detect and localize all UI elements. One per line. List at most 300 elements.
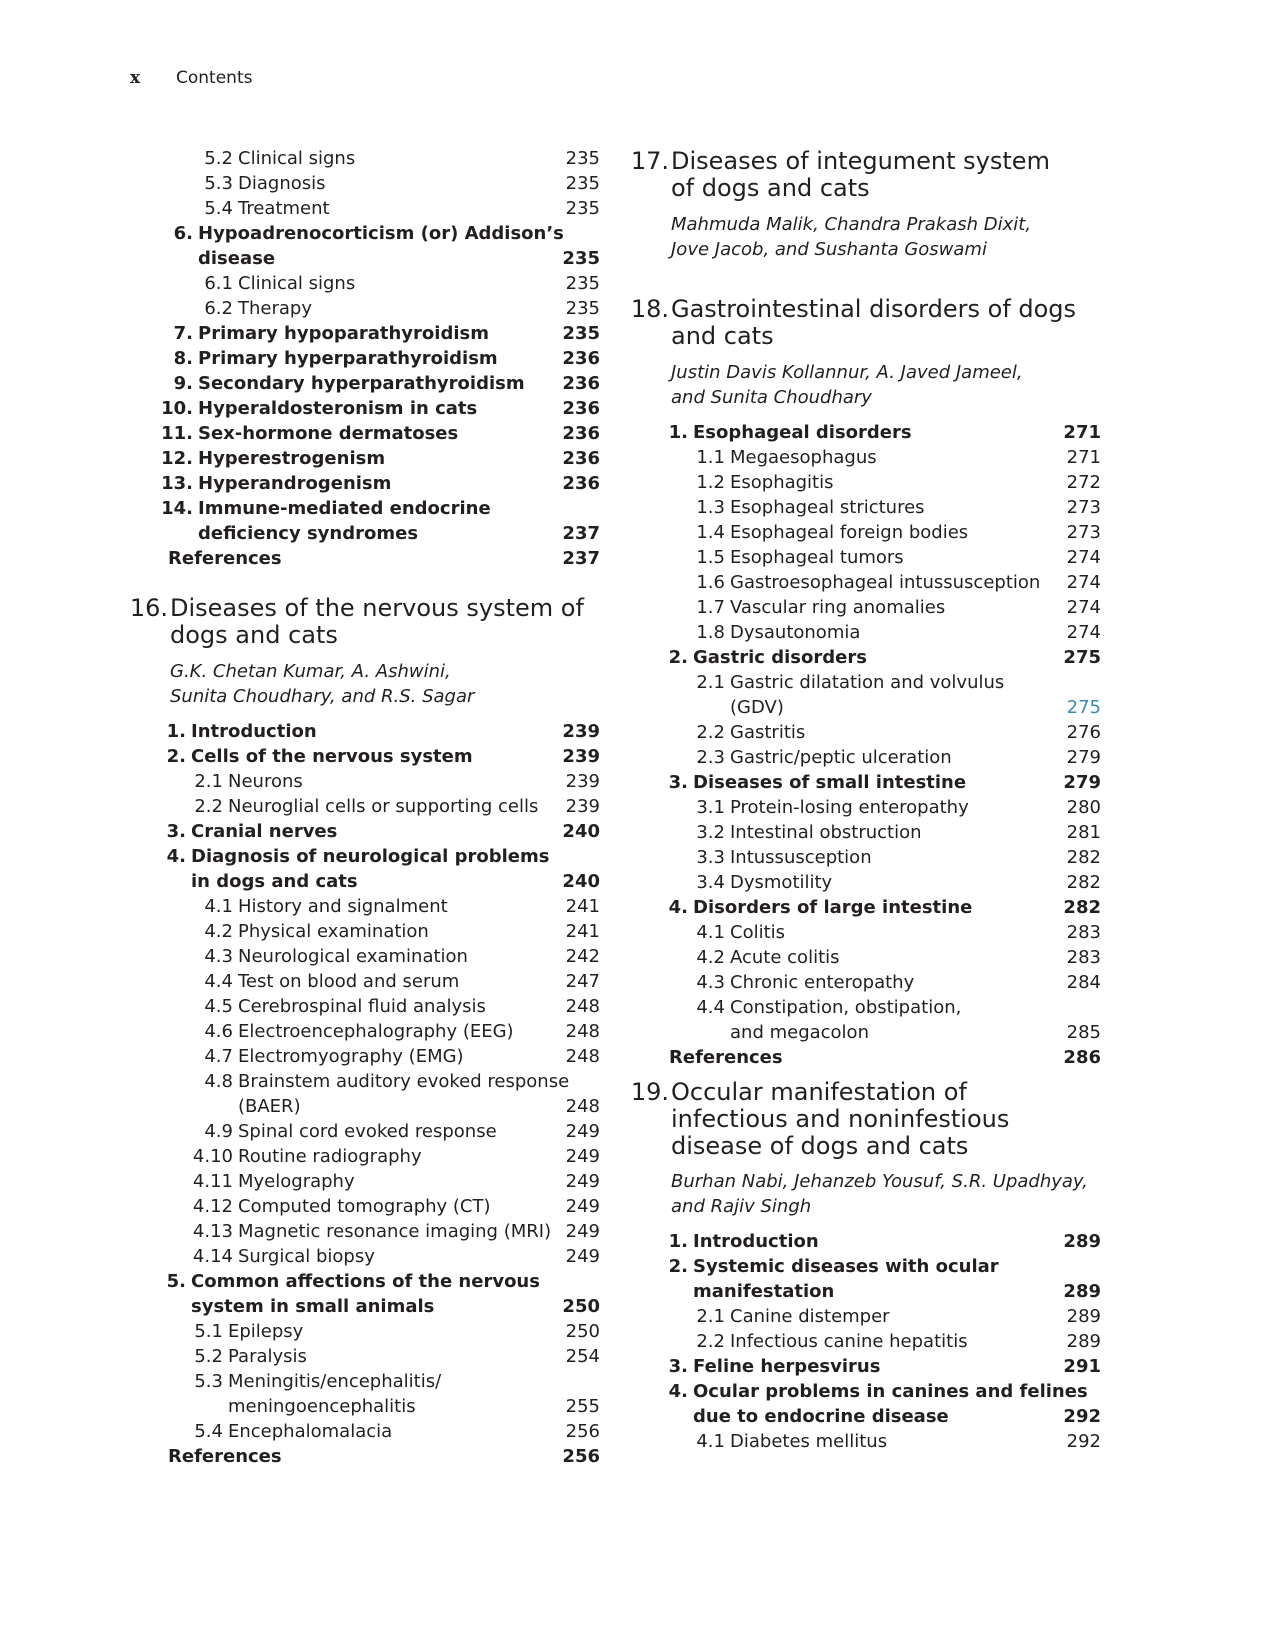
toc-entry-title: (BAER) [238,1096,301,1117]
toc-entry-number: 1.5 [696,547,725,568]
toc-page-number: 248 [565,1021,600,1042]
toc-entry-number: 5.1 [194,1321,223,1342]
toc-page-number: 274 [1066,597,1101,618]
toc-entry-number: 4.6 [204,1021,233,1042]
toc-entry-number: 5.2 [204,148,233,169]
toc-entry[interactable] [500,720,1140,745]
toc-entry-number: 8. [173,348,193,369]
toc-entry-number: 4.10 [192,1146,233,1167]
toc-entry[interactable] [500,520,1140,545]
toc-entry-title: Treatment [238,198,330,219]
toc-page-number: 271 [1063,422,1101,443]
toc-entry-number: 2.1 [696,672,725,693]
toc-entry[interactable] [500,1279,1140,1304]
chapter-title-line: and cats [671,322,774,350]
toc-entry-title: Test on blood and serum [238,971,460,992]
toc-page-number: 289 [1063,1281,1101,1302]
toc-entry[interactable] [500,1229,1140,1254]
toc-entry[interactable] [0,396,640,421]
toc-entry-number: 2.2 [696,722,725,743]
toc-entry-title: meningoencephalitis [228,1396,416,1417]
toc-entry-title: Esophageal tumors [730,547,904,568]
toc-entry-number: 2.1 [194,771,223,792]
toc-entry-number: 4.3 [204,946,233,967]
toc-entry-number: 5.3 [204,173,233,194]
toc-entry[interactable] [500,620,1140,645]
toc-entry-title: manifestation [693,1281,835,1302]
toc-entry-number: 4.1 [696,1431,725,1452]
toc-entry-number: 4.4 [696,997,725,1018]
toc-entry-number: 3. [166,821,186,842]
toc-entry-title: Introduction [191,721,317,742]
toc-entry-title: and megacolon [730,1022,869,1043]
toc-page-number: 239 [562,721,600,742]
toc-entry-title: Chronic enteropathy [730,972,915,993]
toc-entry-title: Therapy [238,298,312,319]
toc-entry[interactable] [500,645,1140,670]
toc-entry-title: in dogs and cats [191,871,358,892]
toc-entry[interactable] [0,1094,640,1119]
toc-entry[interactable] [500,1304,1140,1329]
chapter-number: 17. [630,147,669,175]
toc-entry[interactable] [0,371,640,396]
toc-entry-title: Electromyography (EMG) [238,1046,464,1067]
toc-entry-title: Esophageal disorders [693,422,912,443]
toc-entry-title: Common affections of the nervous [191,1271,540,1292]
toc-entry-number: 2. [166,746,186,767]
toc-entry-number: 3.4 [696,872,725,893]
toc-entry-number: 12. [161,448,193,469]
toc-entry-title: Computed tomography (CT) [238,1196,491,1217]
toc-entry-title: Brainstem auditory evoked response [238,1071,570,1092]
toc-entry-number: 5.4 [194,1421,223,1442]
toc-page-number: 285 [1066,1022,1101,1043]
chapter-17-heading [627,148,1147,202]
toc-page-number: 276 [1066,722,1101,743]
toc-page-number: 256 [565,1421,600,1442]
toc-entry-number: 13. [161,473,193,494]
toc-entry-title: Gastric disorders [693,647,867,668]
toc-entry-title: Disorders of large intestine [693,897,973,918]
toc-entry-title: Cells of the nervous system [191,746,473,767]
toc-entry-number: 1. [166,721,186,742]
toc-entry-title: Canine distemper [730,1306,890,1327]
toc-entry-title: (GDV) [730,697,784,718]
toc-entry-number: 4.4 [204,971,233,992]
toc-page-number: 280 [1066,797,1101,818]
chapter-number: 19. [630,1078,669,1106]
chapter-18-heading [627,296,1147,350]
toc-page-number: 240 [562,821,600,842]
toc-page-number: 237 [562,548,600,569]
toc-entry-title: Primary hypoparathyroidism [198,323,489,344]
toc-entry-title: Spinal cord evoked response [238,1121,497,1142]
toc-entry-title: Infectious canine hepatitis [730,1331,968,1352]
toc-entry-title: system in small animals [191,1296,435,1317]
toc-page-number: 286 [1063,1047,1101,1068]
toc-page-number: 255 [565,1396,600,1417]
toc-page-number: 240 [562,871,600,892]
toc-entry[interactable] [500,570,1140,595]
toc-page-number: 236 [562,473,600,494]
toc-page-number: 235 [565,298,600,319]
toc-entry[interactable] [0,1169,640,1194]
chapter-title-line: Diseases of integument system [671,147,1050,175]
toc-entry-title: Sex-hormone dermatoses [198,423,459,444]
toc-entry-number: 6. [173,223,193,244]
author-line: Mahmuda Malik, Chandra Prakash Dixit, [671,214,1032,235]
toc-entry[interactable] [0,346,640,371]
toc-page-number: 250 [565,1321,600,1342]
toc-chapter-19 [500,1229,1140,1454]
toc-page-number: 274 [1066,622,1101,643]
chapter-title-line: infectious and noninfestious [671,1105,1010,1133]
toc-page-number: 249 [565,1146,600,1167]
toc-entry-title: Diabetes mellitus [730,1431,888,1452]
chapter-number: 18. [630,295,669,323]
toc-entry-number: 3.2 [696,822,725,843]
toc-entry-number: 2.1 [696,1306,725,1327]
author-line: Justin Davis Kollannur, A. Javed Jameel, [671,362,1023,383]
toc-entry-number: 4.13 [192,1221,233,1242]
author-line: Sunita Choudhary, and R.S. Sagar [170,686,475,707]
toc-entry-title: Immune-mediated endocrine [198,498,491,519]
toc-entry-title: Cranial nerves [191,821,338,842]
toc-page-number: 273 [1066,497,1101,518]
toc-entry-title: Neuroglial cells or supporting cells [228,796,539,817]
toc-entry-title: Routine radiography [238,1146,422,1167]
toc-entry-number: 5.4 [204,198,233,219]
toc-entry[interactable] [500,1020,1140,1045]
toc-entry-title: Feline herpesvirus [693,1356,881,1377]
toc-entry-number: 4.14 [192,1246,233,1267]
toc-page-number: 242 [565,946,600,967]
toc-entry[interactable] [500,995,1140,1020]
toc-page-number: 239 [562,746,600,767]
toc-entry-title: Epilepsy [228,1321,304,1342]
toc-page-number: 235 [562,323,600,344]
toc-entry-title: Constipation, obstipation, [730,997,962,1018]
author-line: Jove Jacob, and Sushanta Goswami [671,239,987,260]
toc-page-number: 236 [562,398,600,419]
toc-entry[interactable] [500,745,1140,770]
toc-entry-number: 1. [668,1231,688,1252]
toc-entry-number: 3. [668,1356,688,1377]
toc-entry-title: Introduction [693,1231,819,1252]
toc-page-number: 249 [565,1121,600,1142]
toc-entry-number: 2. [668,647,688,668]
toc-entry-number: 4.12 [192,1196,233,1217]
toc-entry-number: 3.3 [696,847,725,868]
toc-entry-number: 9. [173,373,193,394]
running-title: Contents [176,68,253,88]
chapter-number: 16. [129,594,168,622]
toc-entry[interactable] [0,1069,640,1094]
toc-entry-title: Secondary hyperparathyroidism [198,373,525,394]
toc-entry[interactable] [500,495,1140,520]
toc-entry-number: 4.5 [204,996,233,1017]
toc-entry[interactable] [500,420,1140,445]
toc-references[interactable] [500,1045,1140,1070]
chapter-19-authors [671,1169,1131,1219]
toc-entry-title: Acute colitis [730,947,840,968]
toc-entry[interactable] [0,246,640,271]
chapter-17-authors [671,212,1131,262]
toc-page-number: 273 [1066,522,1101,543]
chapter-18-authors [671,360,1131,410]
toc-entry-number: 4.11 [192,1171,233,1192]
toc-entry[interactable] [500,770,1140,795]
toc-entry-title: Neurological examination [238,946,468,967]
toc-entry-title: Esophageal strictures [730,497,925,518]
toc-entry-title: Gastroesophageal intussusception [730,572,1041,593]
chapter-title-line: of dogs and cats [671,174,870,202]
toc-entry-number: 4.1 [204,896,233,917]
page-number: x [130,68,141,88]
toc-entry[interactable] [0,196,640,221]
toc-entry-title: Diseases of small intestine [693,772,967,793]
toc-chapter-18 [500,420,1140,1070]
toc-entry-number: 1.8 [696,622,725,643]
toc-entry-title: Meningitis/encephalitis/ [228,1371,442,1392]
toc-entry[interactable] [500,1329,1140,1354]
toc-entry-title: Intestinal obstruction [730,822,922,843]
toc-page-number: 279 [1066,747,1101,768]
toc-entry[interactable] [500,795,1140,820]
toc-entry-number: 10. [161,398,193,419]
toc-entry[interactable] [500,470,1140,495]
toc-page-number: 292 [1066,1431,1101,1452]
toc-entry-number: 5.2 [194,1346,223,1367]
toc-entry-title: Magnetic resonance imaging (MRI) [238,1221,552,1242]
toc-page-number: 282 [1063,897,1101,918]
toc-entry[interactable] [500,945,1140,970]
toc-page-number: 275 [1063,647,1101,668]
toc-page-number: 256 [562,1446,600,1467]
toc-entry-title: Diagnosis [238,173,326,194]
toc-entry-title: Dysautonomia [730,622,861,643]
toc-entry-title: Dysmotility [730,872,833,893]
toc-entry-title: Primary hyperparathyroidism [198,348,498,369]
toc-entry-number: 3. [668,772,688,793]
toc-entry[interactable] [500,595,1140,620]
toc-entry-title: Myelography [238,1171,355,1192]
toc-page-number: 289 [1063,1231,1101,1252]
toc-entry-title: Hyperandrogenism [198,473,392,494]
toc-entry-number: 3.1 [696,797,725,818]
toc-entry-number: 1. [668,422,688,443]
toc-entry[interactable] [500,1379,1140,1404]
toc-entry-title: disease [198,248,276,269]
toc-entry-title: Diagnosis of neurological problems [191,846,550,867]
toc-entry-number: 4. [668,1381,688,1402]
toc-page-number: 236 [562,348,600,369]
toc-page-number: 235 [565,198,600,219]
toc-entry-title: Colitis [730,922,786,943]
toc-page-number: 282 [1066,847,1101,868]
toc-entry[interactable] [500,845,1140,870]
toc-entry[interactable] [0,321,640,346]
toc-entry-title: Megaesophagus [730,447,877,468]
toc-entry-number: 4.2 [696,947,725,968]
toc-page-number: 235 [565,173,600,194]
toc-entry-title: Gastritis [730,722,806,743]
toc-page-number: 247 [565,971,600,992]
toc-entry[interactable] [500,445,1140,470]
toc-entry-title: Neurons [228,771,303,792]
toc-page-number: 281 [1066,822,1101,843]
toc-entry-number: 7. [173,323,193,344]
toc-entry-number: 2. [668,1256,688,1277]
chapter-title-line: disease of dogs and cats [671,1132,969,1160]
toc-entry[interactable] [500,820,1140,845]
toc-entry[interactable] [0,171,640,196]
toc-entry-title: References [168,1446,282,1467]
chapter-title-line: Diseases of the nervous system of [170,594,584,622]
toc-page-number: 239 [565,771,600,792]
toc-entry-title: Hypoadrenocorticism (or) Addison’s [198,223,564,244]
toc-entry[interactable] [500,695,1140,720]
toc-page-number: 279 [1063,772,1101,793]
toc-entry-title: Intussusception [730,847,872,868]
toc-entry-title: Systemic diseases with ocular [693,1256,999,1277]
toc-entry-title: Gastric/peptic ulceration [730,747,952,768]
toc-page-number: 249 [565,1221,600,1242]
toc-page-number: 274 [1066,572,1101,593]
toc-entry-title: Gastric dilatation and volvulus [730,672,1005,693]
toc-page-number: 291 [1063,1356,1101,1377]
toc-entry-number: 2.3 [696,747,725,768]
toc-entry-number: 4. [166,846,186,867]
toc-entry-number: 4.9 [204,1121,233,1142]
toc-entry-title: Protein-losing enteropathy [730,797,969,818]
toc-page-number: 249 [565,1196,600,1217]
toc-entry-title: Esophagitis [730,472,834,493]
toc-entry-title: Physical examination [238,921,429,942]
toc-page-number: 254 [565,1346,600,1367]
toc-entry[interactable] [0,1144,640,1169]
toc-entry-number: 1.7 [696,597,725,618]
toc-entry[interactable] [500,920,1140,945]
toc-entry[interactable] [0,221,640,246]
toc-entry-title: Surgical biopsy [238,1246,375,1267]
toc-page-number: 236 [562,423,600,444]
toc-entry[interactable] [500,1429,1140,1454]
author-line: G.K. Chetan Kumar, A. Ashwini, [170,661,451,682]
toc-entry-number: 2.2 [194,796,223,817]
toc-page-number: 236 [562,373,600,394]
toc-entry[interactable] [500,1354,1140,1379]
toc-entry-number: 4.7 [204,1046,233,1067]
toc-entry-title: References [168,548,282,569]
chapter-title-line: dogs and cats [170,621,338,649]
toc-entry[interactable] [500,870,1140,895]
toc-entry-number: 1.3 [696,497,725,518]
toc-entry[interactable] [0,271,640,296]
toc-page-number: 235 [565,273,600,294]
toc-entry-title: History and signalment [238,896,448,917]
toc-entry-title: Ocular problems in canines and felines [693,1381,1088,1402]
toc-entry-title: Paralysis [228,1346,307,1367]
toc-entry[interactable] [500,895,1140,920]
toc-entry[interactable] [500,970,1140,995]
toc-page-number: 235 [562,248,600,269]
toc-entry-number: 1.4 [696,522,725,543]
running-header [130,68,253,88]
toc-entry[interactable] [500,670,1140,695]
toc-entry-number: 1.2 [696,472,725,493]
toc-entry-number: 5.3 [194,1371,223,1392]
chapter-19-heading [627,1079,1147,1160]
toc-entry-title: Clinical signs [238,148,356,169]
toc-entry-number: 4. [668,897,688,918]
toc-page-number: 282 [1066,872,1101,893]
toc-entry-number: 14. [161,498,193,519]
toc-entry[interactable] [0,296,640,321]
author-line: Burhan Nabi, Jehanzeb Yousuf, S.R. Upadhyay, [671,1171,1088,1192]
toc-entry-title: Encephalomalacia [228,1421,393,1442]
toc-entry[interactable] [500,1254,1140,1279]
toc-entry[interactable] [500,1404,1140,1429]
toc-page-number: 284 [1066,972,1101,993]
toc-page-number: 236 [562,448,600,469]
author-line: and Rajiv Singh [671,1196,812,1217]
toc-page-number: 292 [1063,1406,1101,1427]
toc-page-number: 248 [565,1096,600,1117]
toc-entry-title: References [669,1047,783,1068]
toc-entry-title: Cerebrospinal fluid analysis [238,996,486,1017]
toc-entry-number: 5. [166,1271,186,1292]
toc-entry-number: 6.2 [204,298,233,319]
toc-page-number: 289 [1066,1331,1101,1352]
toc-page-number: 235 [565,148,600,169]
toc-page-number: 283 [1066,922,1101,943]
toc-entry-number: 11. [161,423,193,444]
toc-page-number: 249 [565,1171,600,1192]
toc-page-number: 271 [1066,447,1101,468]
toc-entry[interactable] [0,1194,640,1219]
toc-entry-title: Hyperaldosteronism in cats [198,398,478,419]
toc-page-number: 248 [565,996,600,1017]
toc-entry[interactable] [0,1119,640,1144]
toc-entry[interactable] [500,545,1140,570]
toc-entry-number: 4.1 [696,922,725,943]
toc-entry-number: 4.2 [204,921,233,942]
toc-page-number: 250 [562,1296,600,1317]
toc-page-number: 272 [1066,472,1101,493]
toc-page-number: 274 [1066,547,1101,568]
toc-page-number: 241 [565,896,600,917]
toc-page-number: 289 [1066,1306,1101,1327]
author-line: and Sunita Choudhary [671,387,872,408]
toc-page-number: 249 [565,1246,600,1267]
toc-page-number: 237 [562,523,600,544]
toc-entry-number: 4.3 [696,972,725,993]
toc-entry-number: 2.2 [696,1331,725,1352]
toc-entry-title: due to endocrine disease [693,1406,949,1427]
toc-page-number[interactable]: 275 [1066,697,1101,718]
chapter-title-line: Occular manifestation of [671,1078,967,1106]
toc-entry-title: deficiency syndromes [198,523,419,544]
toc-entry[interactable] [0,146,640,171]
toc-page-number: 241 [565,921,600,942]
toc-entry-number: 1.6 [696,572,725,593]
chapter-title-line: Gastrointestinal disorders of dogs [671,295,1077,323]
toc-entry-title: Hyperestrogenism [198,448,386,469]
toc-entry-number: 1.1 [696,447,725,468]
toc-entry-number: 6.1 [204,273,233,294]
toc-entry-title: Clinical signs [238,273,356,294]
